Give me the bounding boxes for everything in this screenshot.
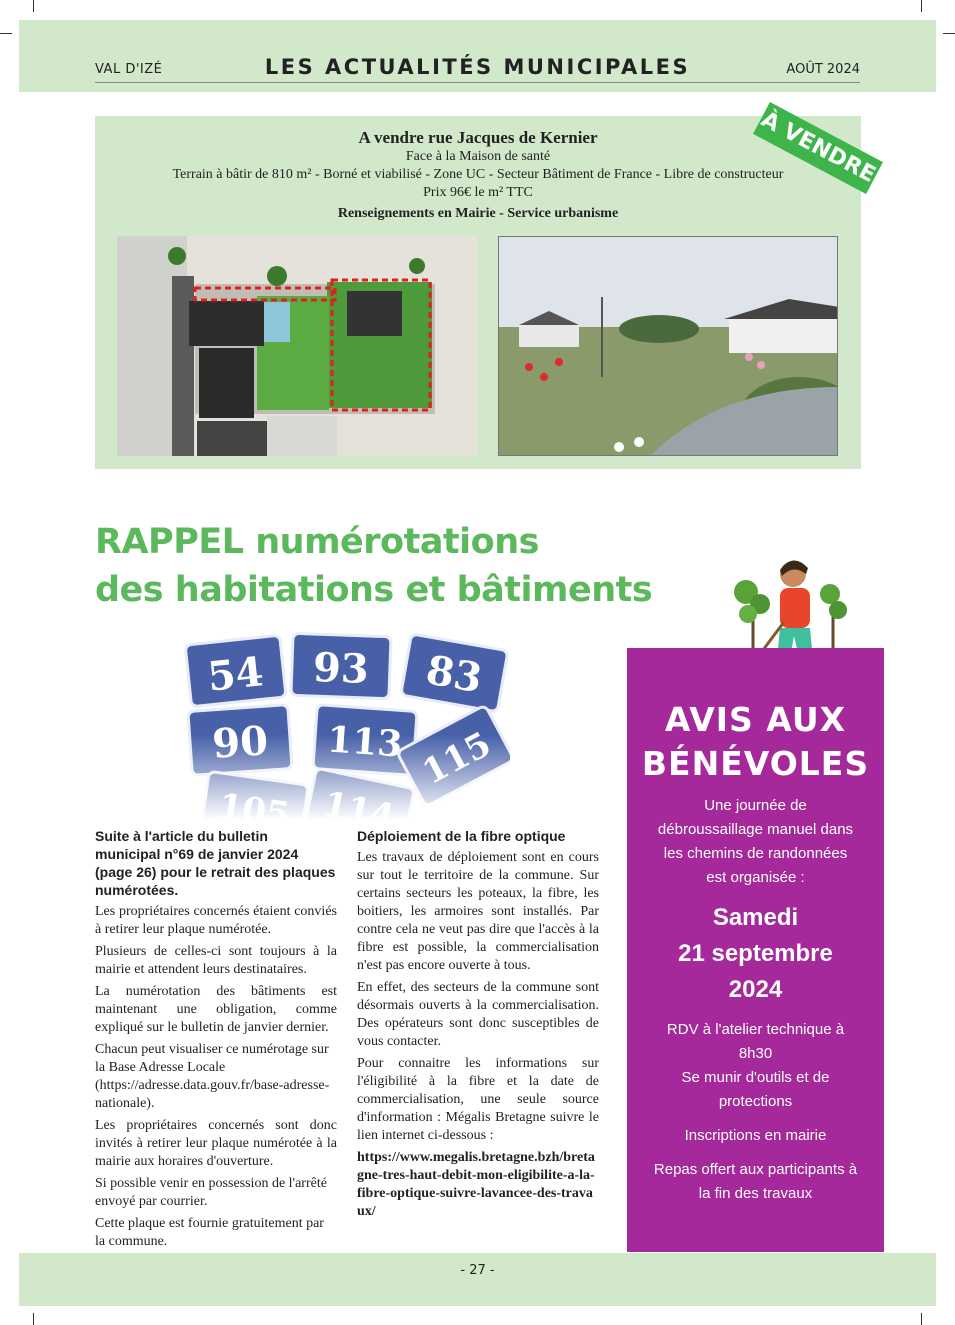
header-town: VAL D'IZÉ [95,62,163,77]
page-header [19,20,936,92]
plates-paragraph: Les propriétaires concernés étaient conviés à retirer leur plaque numérotée. [95,904,337,937]
page-number: - 27 - [460,1263,495,1278]
sale-line-1: Face à la Maison de santé [405,149,551,164]
notice-date-month: 21 septembre [678,940,833,967]
column-plates [95,827,337,1255]
notice-rdv: RDV à l'atelier technique à 8h30 [666,1021,845,1062]
notice-title-line-2: BÉNÉVOLES [641,744,870,783]
notice-date [627,900,884,1008]
volunteer-notice [627,648,884,1252]
notice-date-year: 2024 [728,976,783,1003]
notice-repas: Repas offert aux participants à la fin des travaux [653,1161,858,1202]
notice-tools: Se munir d'outils et de protections [681,1069,830,1110]
plates-paragraph: Plusieurs de celles-ci sont toujours à la mairie et attendent leurs destinataires. [95,944,337,977]
rappel-title [95,518,652,614]
plates-paragraph: Chacun peut visualiser ce numérotage sur la Base Adresse Locale (https://adresse.data.gouv.fr/base-adresse-nationale). [95,1042,330,1111]
crop-mark [943,33,955,34]
notice-title-line-1: AVIS AUX [664,700,847,739]
fibre-link[interactable]: https://www.megalis.bretagne.bzh/bretagne-tres-haut-debit-mon-eligibilite-a-la-fibre-optique-suivre-lavancee-des-travaux/ [357,1150,595,1219]
crop-mark [921,0,922,12]
notice-inscriptions: Inscriptions en mairie [684,1127,827,1144]
crop-mark [0,33,12,34]
crop-mark [33,1313,34,1325]
rappel-title-line-1: RAPPEL numérotations [95,522,539,562]
fibre-heading: Déploiement de la fibre optique [357,828,566,844]
plates-paragraph: Si possible venir en possession de l'arrêté envoyé par courrier. [95,1176,327,1209]
header-title: LES ACTUALITÉS MUNICIPALES [264,55,691,79]
fibre-paragraph: Pour connaitre les informations sur l'éligibilité à la fibre et la date de commercialisation, une seule source d'information : Mégalis Bretagne suivre le lien internet ci-dessous : [357,1056,599,1143]
aerial-plot-image [117,236,477,456]
plates-paragraph: Les propriétaires concernés sont donc invités à retirer leur plaque numérotée à la mairie aux horaires d'ouverture. [95,1118,337,1169]
header-date: AOÛT 2024 [786,62,860,77]
notice-text: Une journée de débroussaillage manuel dans les chemins de randonnées est organisée : [657,797,854,886]
plates-heading: Suite à l'article du bulletin municipal n°69 de janvier 2024 (page 26) pour le retrait des plaques numérotées. [95,828,336,898]
column-fibre [357,827,599,1225]
volunteer-notice-content [627,698,884,1206]
rappel-title-line-2: des habitations et bâtiments [95,570,653,610]
fibre-paragraph: Les travaux de déploiement sont en cours sur tout le territoire de la commune. Sur certains secteurs les poteaux, la fibre, les boitiers, les armoires sont installés. Par contre cela ne veut pas dire que l'accès à la fibre est possible, la commercialisation n'est pas encore ouverte à tous. [357,850,599,973]
field-photo [498,236,838,456]
sale-title: A vendre rue Jacques de Kernier [358,128,598,147]
plates-paragraph: Cette plaque est fournie gratuitement par la commune. [95,1216,324,1249]
for-sale-badge: À VENDRE [753,102,883,194]
page-footer [19,1253,936,1306]
fibre-paragraph: En effet, des secteurs de la commune sont désormais ouverts à la commercialisation. Des opérateurs sont donc susceptibles de vous contacter. [357,980,599,1049]
plates-paragraph: La numérotation des bâtiments est maintenant une obligation, comme expliqué sur le bulletin de janvier dernier. [95,984,337,1035]
crop-mark [921,1313,922,1325]
sale-info: Renseignements en Mairie - Service urbanisme [337,206,619,221]
crop-mark [33,0,34,12]
header-rule [95,82,860,83]
notice-date-day: Samedi [712,904,799,931]
sale-line-2: Terrain à bâtir de 810 m² - Borné et viabilisé - Zone UC - Secteur Bâtiment de France - Libre de constructeur [172,167,784,182]
house-number-plates-image [180,630,510,820]
sale-text [95,128,861,223]
sale-line-3: Prix 96€ le m² TTC [423,185,533,200]
